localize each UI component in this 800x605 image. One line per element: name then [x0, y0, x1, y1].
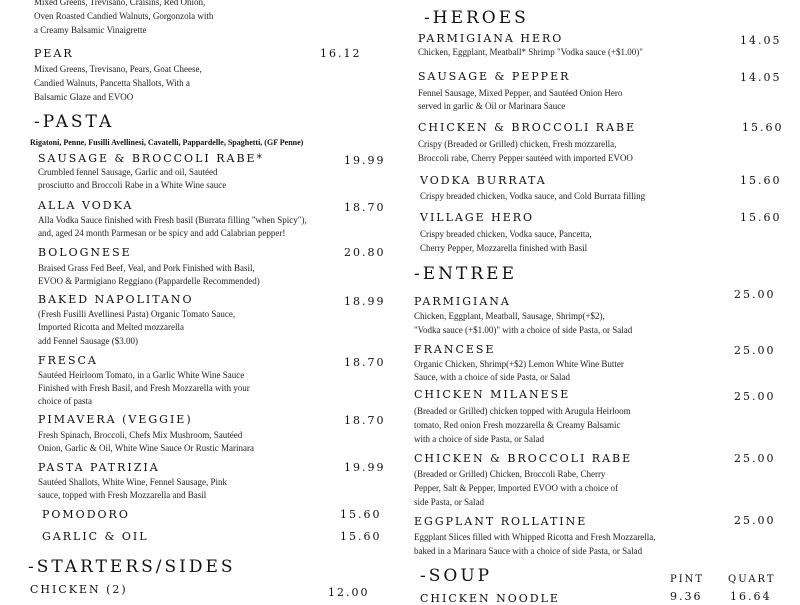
- salad-desc-line: Oven Roasted Candied Walnuts, Gorgonzola with: [34, 11, 214, 21]
- price-pear: 16.12: [320, 47, 362, 60]
- menu-item: SAUSAGE & PEPPER: [418, 70, 571, 83]
- item-desc: Chicken, Eggplant, Meatball* Shrimp "Vodka sauce (+$1.00)": [418, 47, 643, 57]
- item-desc: choice of pasta: [38, 396, 92, 406]
- item-desc: Eggplant Slices filled with Whipped Ricotta and Fresh Mozzarella,: [414, 532, 656, 542]
- item-price: 18.99: [344, 295, 386, 308]
- item-desc: (Breaded or Grilled) Chicken, Broccoli Rabe, Cherry: [414, 469, 606, 479]
- menu-item: VILLAGE HERO: [420, 211, 535, 224]
- item-desc: Broccoli rabe, Cherry Pepper sautéed with imported EVOO: [418, 153, 633, 163]
- soup-pint-price: 9.36: [670, 590, 703, 603]
- item-desc: served in garlic & Oil or Marinara Sauce: [418, 101, 566, 111]
- menu-item: CHICKEN (2): [30, 583, 128, 596]
- item-price: 15.60: [742, 121, 784, 134]
- menu-item: CHICKEN NOODLE: [420, 592, 560, 605]
- soup-col-quart: QUART: [728, 574, 776, 585]
- item-price: 15.60: [340, 508, 382, 521]
- item-desc: tomato, Red onion Fresh mozzarella & Creamy Balsamic: [414, 420, 621, 430]
- item-price: 14.05: [740, 71, 782, 84]
- item-desc: and, aged 24 month Parmesan or be spicy and add Calabrian pepper!: [38, 228, 286, 238]
- item-desc: "Vodka sauce (+$1.00)" with a choice of side Pasta, or Salad: [414, 325, 633, 335]
- item-desc: Mixed Greens, Trevisano, Pears, Goat Cheese,: [34, 64, 202, 74]
- item-desc: Crumbled fennel Sausage, Garlic and oil, Sautéed: [38, 167, 218, 177]
- section-title-heroes: -HEROES: [424, 8, 529, 28]
- section-title-starters: -STARTERS/SIDES: [28, 557, 236, 577]
- menu-item: FRANCESE: [414, 343, 496, 356]
- item-price: 14.05: [740, 34, 782, 47]
- menu-item: PARMIGIANA HERO: [418, 32, 564, 45]
- item-desc: Braised Grass Fed Beef, Veal, and Pork Finished with Basil,: [38, 263, 255, 273]
- item-price: 18.70: [344, 201, 386, 214]
- item-desc: Crispy breaded chicken, Vodka sauce, and Cold Burrata filling: [420, 191, 646, 201]
- item-price: 12.00: [328, 586, 370, 599]
- item-price: 15.60: [340, 530, 382, 543]
- section-title-pasta: -PASTA: [34, 112, 115, 132]
- item-desc: Pepper, Salt & Pepper, Imported EVOO with a choice of: [414, 483, 618, 493]
- item-desc: Crispy breaded chicken, Vodka sauce, Pancetta,: [420, 229, 592, 239]
- menu-item: PARMIGIANA: [414, 295, 511, 308]
- item-price: 15.60: [740, 174, 782, 187]
- item-desc: EVOO & Parmigiano Reggiano (Pappardelle Recommended): [38, 276, 260, 286]
- item-desc: Fennel Sausage, Mixed Pepper, and Sautéed Onion Hero: [418, 88, 623, 98]
- item-desc: Cherry Pepper, Mozzarella finished with Basil: [420, 243, 588, 253]
- item-price: 18.70: [344, 414, 386, 427]
- item-desc: baked in a Marinara Sauce with a choice of side Pasta, or Salad: [414, 546, 643, 556]
- menu-item: SAUSAGE & BROCCOLI RABE*: [38, 152, 265, 165]
- item-desc: side Pasta, or Salad: [414, 497, 484, 507]
- item-desc: Sautéed Shallots, White Wine, Fennel Sausage, Pink: [38, 477, 228, 487]
- item-desc: Finished with Fresh Basil, and Fresh Mozzarella with your: [38, 383, 250, 393]
- item-desc: Sautéed Heirloom Tomato, in a Garlic White Wine Sauce: [38, 370, 245, 380]
- menu-item: CHICKEN & BROCCOLI RABE: [414, 452, 633, 465]
- item-price: 18.70: [344, 356, 386, 369]
- item-desc: sauce, topped with Fresh Mozzarella and Basil: [38, 490, 207, 500]
- pasta-types-note: Rigatoni, Penne, Fusilli Avellinesi, Cavatelli, Pappardelle, Spaghetti, (GF Penne): [30, 138, 304, 147]
- item-desc: prosciutto and Broccoli Rabe in a White Wine sauce: [38, 180, 227, 190]
- salad-desc-line: Mixed Greens, Trevisano, Craisins, Red Onion,: [34, 0, 206, 7]
- item-desc: with a choice of side Pasta, or Salad: [414, 434, 544, 444]
- menu-item: EGGPLANT ROLLATINE: [414, 515, 588, 528]
- menu-item: POMODORO: [42, 508, 130, 521]
- menu-item: PASTA PATRIZIA: [38, 461, 160, 474]
- item-desc: Imported Ricotta and Melted mozzarella: [38, 322, 184, 332]
- soup-col-pint: PINT: [670, 574, 705, 585]
- menu-item: BOLOGNESE: [38, 246, 132, 259]
- menu-item: VODKA BURRATA: [420, 174, 547, 187]
- salad-desc-line: a Creamy Balsamic Vinaigrette: [34, 25, 147, 35]
- section-title-entree: -ENTREE: [414, 264, 517, 284]
- menu-item: CHICKEN MILANESE: [414, 388, 571, 401]
- item-desc: Fresh Spinach, Broccoli, Chefs Mix Mushroom, Sautéed: [38, 430, 243, 440]
- menu-item: FRESCA: [38, 354, 98, 367]
- item-price: 19.99: [344, 154, 386, 167]
- item-desc: Organic Chicken, Shrimp(+$2) Lemon White Wine Butter: [414, 359, 624, 369]
- item-desc: Sauce, with a choice of side Pasta, or Salad: [414, 372, 570, 382]
- item-price: 15.60: [740, 211, 782, 224]
- menu-item: PIMAVERA (VEGGIE): [38, 413, 193, 426]
- item-desc: Balsamic Glaze and EVOO: [34, 92, 134, 102]
- item-price: 25.00: [734, 452, 776, 465]
- item-desc: add Fennel Sausage ($3.00): [38, 336, 138, 346]
- item-price: 19.99: [344, 461, 386, 474]
- menu-item: GARLIC & OIL: [42, 530, 149, 543]
- item-desc: (Breaded or Grilled) chicken topped with Arugula Heirloom: [414, 406, 631, 416]
- item-price: 25.00: [734, 390, 776, 403]
- soup-quart-price: 16.64: [730, 590, 772, 603]
- section-title-soup: -SOUP: [420, 566, 493, 586]
- menu-item: CHICKEN & BROCCOLI RABE: [418, 121, 637, 134]
- item-price: 25.00: [734, 344, 776, 357]
- item-price: 25.00: [734, 288, 776, 301]
- item-desc: Candied Walnuts, Pancetta Shallots, With a: [34, 78, 190, 88]
- item-desc: Onion, Garlic & Oil, White Wine Sauce Or Rustic Marinara: [38, 443, 254, 453]
- menu-item: BAKED NAPOLITANO: [38, 293, 194, 306]
- item-price: 25.00: [734, 514, 776, 527]
- item-desc: Alla Vodka Sauce finished with Fresh basil (Burrata filling "when Spicy"),: [38, 215, 307, 225]
- item-desc: Crispy (Breaded or Grilled) chicken, Fresh mozzarella,: [418, 139, 617, 149]
- item-price: 20.80: [344, 246, 386, 259]
- item-desc: (Fresh Fusilli Avellinesi Pasta) Organic Tomato Sauce,: [38, 309, 236, 319]
- menu-item-pear: PEAR: [34, 47, 74, 60]
- menu-item: ALLA VODKA: [38, 199, 134, 212]
- item-desc: Chicken, Eggplant, Meatball, Sausage, Shrimp(+$2),: [414, 311, 605, 321]
